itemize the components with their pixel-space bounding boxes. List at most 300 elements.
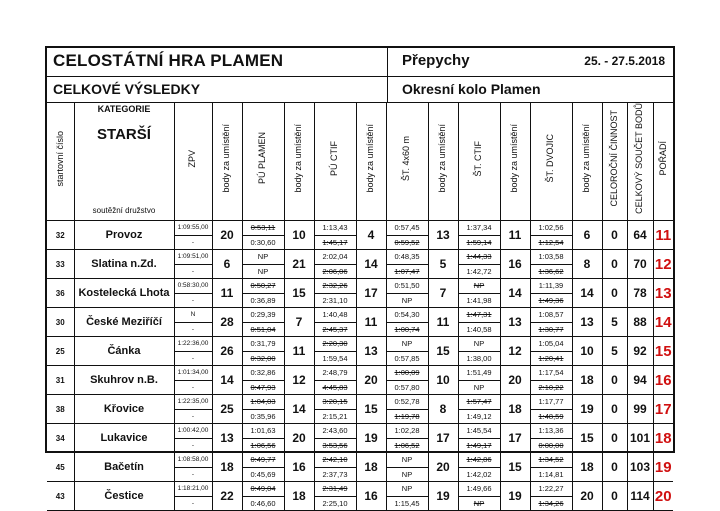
attempt-time: NP — [401, 484, 413, 494]
total-points: 88 — [627, 308, 653, 337]
pu-plamen-points: 12 — [284, 366, 314, 395]
year-activity-points: 5 — [602, 337, 627, 366]
attempt-time: 0:49,04 — [250, 484, 276, 494]
col-category — [74, 102, 174, 221]
table-row — [47, 308, 673, 337]
attempt-time: 0:51,50 — [394, 281, 420, 291]
attempt-time: 1:00,74 — [387, 322, 428, 337]
st-dvojic-times — [530, 308, 572, 337]
pu-plamen-times — [242, 221, 284, 250]
pu-ctif-points: 20 — [356, 366, 386, 395]
st-ctif-points: 17 — [500, 424, 530, 453]
team-name: Čánka — [74, 337, 174, 366]
attempt-time: NP — [459, 380, 500, 395]
attempt-time: NP — [473, 281, 485, 291]
zpv-time — [174, 453, 212, 482]
st-dvojic-times — [530, 366, 572, 395]
zpv-value: 1:22:36,00 — [177, 340, 209, 348]
pu-ctif-points: 19 — [356, 424, 386, 453]
st-4x60-points: 11 — [428, 308, 458, 337]
zpv-time — [174, 424, 212, 453]
st-ctif-points: 11 — [500, 221, 530, 250]
rank: 20 — [653, 482, 673, 511]
start-number: 45 — [47, 453, 74, 482]
total-points: 70 — [627, 250, 653, 279]
pu-ctif-times — [314, 308, 356, 337]
st-ctif-times — [458, 482, 500, 511]
st-dvojic-points: 18 — [572, 453, 602, 482]
attempt-time: 3:20,15 — [322, 397, 348, 407]
attempt-time: 1:03,58 — [538, 252, 564, 262]
zpv-value: - — [175, 264, 212, 279]
attempt-time: 1:11,39 — [538, 281, 564, 291]
table-header-row — [47, 102, 673, 221]
zpv-value: - — [175, 322, 212, 337]
table-body — [47, 221, 673, 511]
attempt-time: 1:45,17 — [315, 235, 356, 250]
attempt-time: 1:45,54 — [466, 426, 492, 436]
attempt-time: 1:42,02 — [459, 467, 500, 482]
year-activity-points: 0 — [602, 366, 627, 395]
team-name: Čestice — [74, 482, 174, 511]
st-ctif-times — [458, 279, 500, 308]
attempt-time: 1:14,81 — [531, 467, 572, 482]
pu-ctif-times — [314, 221, 356, 250]
attempt-time: 0:57,85 — [387, 351, 428, 366]
st-ctif-points: 18 — [500, 395, 530, 424]
st-ctif-times — [458, 221, 500, 250]
attempt-time: 1:06,56 — [243, 438, 284, 453]
attempt-time: 4:45,83 — [315, 380, 356, 395]
col-st-4x60: ŠT. 4x60 m — [386, 102, 428, 221]
col-st-dvojic: ŠT. DVOJIC — [530, 102, 572, 221]
st-ctif-times — [458, 424, 500, 453]
st-4x60-times — [386, 337, 428, 366]
attempt-time: 0:36,89 — [243, 293, 284, 308]
zpv-value: - — [175, 438, 212, 453]
pu-plamen-points: 20 — [284, 424, 314, 453]
st-4x60-points: 19 — [428, 482, 458, 511]
pu-plamen-times — [242, 424, 284, 453]
table-row — [47, 337, 673, 366]
zpv-value: 1:01:34,00 — [177, 369, 209, 377]
zpv-value: - — [175, 409, 212, 424]
year-activity-points: 0 — [602, 250, 627, 279]
zpv-points: 6 — [212, 250, 242, 279]
start-number: 30 — [47, 308, 74, 337]
zpv-value: 1:08:58,00 — [177, 456, 209, 464]
st-dvojic-points: 20 — [572, 482, 602, 511]
zpv-points: 13 — [212, 424, 242, 453]
header-divider — [387, 76, 388, 102]
attempt-time: 1:49,66 — [466, 484, 492, 494]
attempt-time: 2:48,79 — [322, 368, 348, 378]
attempt-time: 1:42,72 — [459, 264, 500, 279]
col-zpv: ZPV — [174, 102, 212, 221]
rank: 13 — [653, 279, 673, 308]
col-pu-ctif: PÚ CTIF — [314, 102, 356, 221]
attempt-time: 0:31,79 — [250, 339, 276, 349]
zpv-time — [174, 308, 212, 337]
zpv-points: 11 — [212, 279, 242, 308]
st-dvojic-times — [530, 482, 572, 511]
rank: 15 — [653, 337, 673, 366]
pu-ctif-points: 18 — [356, 453, 386, 482]
attempt-time: 1:00,09 — [394, 368, 420, 378]
total-points: 94 — [627, 366, 653, 395]
attempt-time: NP — [387, 467, 428, 482]
attempt-time: 2:45,37 — [315, 322, 356, 337]
attempt-time: NP — [459, 496, 500, 511]
attempt-time: 1:20,41 — [531, 351, 572, 366]
st-dvojic-points: 19 — [572, 395, 602, 424]
st-dvojic-times — [530, 279, 572, 308]
st-4x60-times — [386, 279, 428, 308]
pu-plamen-times — [242, 337, 284, 366]
attempt-time: 0:48,35 — [394, 252, 420, 262]
attempt-time: 1:49,36 — [531, 293, 572, 308]
attempt-time: 0:53,11 — [250, 223, 276, 233]
col-points-6: body za umístění — [572, 102, 602, 221]
table-row — [47, 395, 673, 424]
total-points: 103 — [627, 453, 653, 482]
zpv-points: 20 — [212, 221, 242, 250]
st-dvojic-points: 14 — [572, 279, 602, 308]
zpv-value: 1:00:42,00 — [177, 427, 209, 435]
attempt-time: 0:30,60 — [243, 235, 284, 250]
attempt-time: 1:17,54 — [538, 368, 564, 378]
st-ctif-times — [458, 250, 500, 279]
st-4x60-times — [386, 453, 428, 482]
st-4x60-points: 15 — [428, 337, 458, 366]
pu-plamen-times — [242, 279, 284, 308]
attempt-time: 1:01,63 — [250, 426, 276, 436]
attempt-time: 1:41,98 — [459, 293, 500, 308]
attempt-time: 1:17,77 — [538, 397, 564, 407]
attempt-time: 2:06,06 — [315, 264, 356, 279]
attempt-time: 2:20,30 — [322, 339, 348, 349]
team-name: Provoz — [74, 221, 174, 250]
col-st-ctif: ŠT. CTIF — [458, 102, 500, 221]
table-row — [47, 482, 673, 511]
attempt-time: NP — [387, 293, 428, 308]
zpv-time — [174, 221, 212, 250]
attempt-time: 2:32,26 — [322, 281, 348, 291]
col-year-activity: CELOROČNÍ ČINNOST — [602, 102, 627, 221]
attempt-time: 0:45,69 — [243, 467, 284, 482]
zpv-time — [174, 482, 212, 511]
attempt-time: 0:32,86 — [250, 368, 276, 378]
table-row — [47, 221, 673, 250]
pu-ctif-times — [314, 337, 356, 366]
attempt-time: 0:57,45 — [394, 223, 420, 233]
start-number: 38 — [47, 395, 74, 424]
year-activity-points: 0 — [602, 453, 627, 482]
col-points-2: body za umístění — [284, 102, 314, 221]
total-points: 99 — [627, 395, 653, 424]
attempt-time: 1:34,52 — [538, 455, 564, 465]
total-points: 92 — [627, 337, 653, 366]
pu-plamen-times — [242, 308, 284, 337]
attempt-time: 0:52,78 — [394, 397, 420, 407]
attempt-time: 1:30,77 — [531, 322, 572, 337]
attempt-time: NP — [401, 455, 413, 465]
pu-plamen-points: 10 — [284, 221, 314, 250]
st-4x60-points: 13 — [428, 221, 458, 250]
pu-ctif-times — [314, 279, 356, 308]
attempt-time: 1:40,58 — [459, 322, 500, 337]
total-points: 114 — [627, 482, 653, 511]
table-row — [47, 279, 673, 308]
attempt-time: 1:02,56 — [538, 223, 564, 233]
zpv-value: N — [190, 311, 196, 319]
attempt-time: 1:07,47 — [387, 264, 428, 279]
st-ctif-times — [458, 395, 500, 424]
table-row — [47, 250, 673, 279]
attempt-time: 1:04,03 — [250, 397, 276, 407]
pu-ctif-points: 15 — [356, 395, 386, 424]
st-4x60-times — [386, 482, 428, 511]
attempt-time: NP — [401, 339, 413, 349]
pu-plamen-points: 14 — [284, 395, 314, 424]
attempt-time: 1:13,36 — [538, 426, 564, 436]
zpv-points: 18 — [212, 453, 242, 482]
st-ctif-times — [458, 337, 500, 366]
pu-plamen-times — [242, 395, 284, 424]
category-value: STARŠÍ — [97, 126, 151, 143]
attempt-time: 0:47,93 — [243, 380, 284, 395]
col-rank: POŘADÍ — [653, 102, 673, 221]
team-name: Skuhrov n.B. — [74, 366, 174, 395]
start-number: 25 — [47, 337, 74, 366]
pu-plamen-points: 11 — [284, 337, 314, 366]
attempt-time: 1:38,00 — [459, 351, 500, 366]
pu-ctif-times — [314, 250, 356, 279]
col-total-points: CELKOVÝ SOUČET BODŮ — [627, 102, 653, 221]
st-ctif-points: 16 — [500, 250, 530, 279]
category-label: KATEGORIE — [97, 104, 151, 114]
attempt-time: 1:19,78 — [387, 409, 428, 424]
pu-ctif-times — [314, 482, 356, 511]
pu-ctif-points: 11 — [356, 308, 386, 337]
year-activity-points: 0 — [602, 395, 627, 424]
st-dvojic-points: 6 — [572, 221, 602, 250]
st-ctif-times — [458, 453, 500, 482]
pu-ctif-points: 14 — [356, 250, 386, 279]
team-name: Křovice — [74, 395, 174, 424]
st-4x60-times — [386, 221, 428, 250]
attempt-time: 1:37,34 — [466, 223, 492, 233]
results-table — [47, 102, 673, 511]
st-dvojic-times — [530, 453, 572, 482]
attempt-time: 1:12,54 — [531, 235, 572, 250]
attempt-time: 1:44,33 — [466, 252, 492, 262]
attempt-time: 1:49,17 — [459, 438, 500, 453]
st-4x60-points: 10 — [428, 366, 458, 395]
pu-ctif-times — [314, 366, 356, 395]
zpv-time — [174, 395, 212, 424]
attempt-time: 2:02,04 — [322, 252, 348, 262]
page-title: CELOSTÁTNÍ HRA PLAMEN — [53, 51, 284, 70]
rank: 17 — [653, 395, 673, 424]
attempt-time: 0:54,30 — [394, 310, 420, 320]
attempt-time: 0:29,39 — [250, 310, 276, 320]
start-number: 32 — [47, 221, 74, 250]
attempt-time: 1:13,43 — [322, 223, 348, 233]
zpv-time — [174, 366, 212, 395]
zpv-points: 26 — [212, 337, 242, 366]
zpv-value: - — [175, 293, 212, 308]
zpv-value: 1:22:35,00 — [177, 398, 209, 406]
start-number: 31 — [47, 366, 74, 395]
attempt-time: 2:31,49 — [322, 484, 348, 494]
zpv-value: - — [175, 235, 212, 250]
attempt-time: 0:51,04 — [243, 322, 284, 337]
attempt-time: 1:47,31 — [466, 310, 492, 320]
pu-plamen-times — [242, 453, 284, 482]
zpv-points: 22 — [212, 482, 242, 511]
start-number: 34 — [47, 424, 74, 453]
pu-plamen-points: 15 — [284, 279, 314, 308]
st-4x60-points: 20 — [428, 453, 458, 482]
st-4x60-points: 17 — [428, 424, 458, 453]
attempt-time: 2:37,73 — [315, 467, 356, 482]
rank: 14 — [653, 308, 673, 337]
year-activity-points: 5 — [602, 308, 627, 337]
zpv-value: - — [175, 467, 212, 482]
attempt-time: 3:53,56 — [315, 438, 356, 453]
zpv-points: 14 — [212, 366, 242, 395]
rank: 19 — [653, 453, 673, 482]
st-ctif-points: 15 — [500, 453, 530, 482]
st-dvojic-times — [530, 337, 572, 366]
col-points-5: body za umístění — [500, 102, 530, 221]
attempt-time: NP — [473, 339, 485, 349]
zpv-value: 1:09:55,00 — [177, 224, 209, 232]
table-row — [47, 453, 673, 482]
team-column-label: soutěžní družstvo — [92, 206, 156, 215]
attempt-time: 0:57,80 — [387, 380, 428, 395]
rank: 11 — [653, 221, 673, 250]
start-number: 36 — [47, 279, 74, 308]
st-ctif-points: 12 — [500, 337, 530, 366]
attempt-time: 1:34,26 — [531, 496, 572, 511]
st-4x60-times — [386, 308, 428, 337]
pu-plamen-times — [242, 250, 284, 279]
attempt-time: 1:02,28 — [394, 426, 420, 436]
round-name: Okresní kolo Plamen — [402, 81, 541, 97]
pu-ctif-points: 17 — [356, 279, 386, 308]
st-dvojic-points: 8 — [572, 250, 602, 279]
table-row — [47, 424, 673, 453]
attempt-time: 1:05,04 — [538, 339, 564, 349]
rank: 12 — [653, 250, 673, 279]
attempt-time: 1:57,47 — [466, 397, 492, 407]
event-dates: 25. - 27.5.2018 — [584, 54, 665, 68]
attempt-time: 2:15,21 — [315, 409, 356, 424]
zpv-time — [174, 250, 212, 279]
attempt-time: 1:40,48 — [322, 310, 348, 320]
attempt-time: 1:36,62 — [531, 264, 572, 279]
rank: 16 — [653, 366, 673, 395]
attempt-time: NP — [243, 264, 284, 279]
team-name: Lukavice — [74, 424, 174, 453]
results-sheet — [45, 46, 675, 508]
zpv-value: - — [175, 351, 212, 366]
attempt-time: 1:42,86 — [466, 455, 492, 465]
attempt-time: 0:46,60 — [243, 496, 284, 511]
team-name: České Meziříčí — [74, 308, 174, 337]
attempt-time: 1:59,14 — [459, 235, 500, 250]
pu-ctif-points: 16 — [356, 482, 386, 511]
attempt-time: 1:49,12 — [459, 409, 500, 424]
rank: 18 — [653, 424, 673, 453]
team-name: Slatina n.Zd. — [74, 250, 174, 279]
attempt-time: 1:06,52 — [387, 438, 428, 453]
attempt-time: 2:25,10 — [315, 496, 356, 511]
st-ctif-times — [458, 366, 500, 395]
attempt-time: 2:10,22 — [531, 380, 572, 395]
pu-plamen-points: 7 — [284, 308, 314, 337]
st-ctif-points: 14 — [500, 279, 530, 308]
zpv-points: 28 — [212, 308, 242, 337]
st-dvojic-times — [530, 424, 572, 453]
attempt-time: 2:43,60 — [322, 426, 348, 436]
st-dvojic-points: 13 — [572, 308, 602, 337]
zpv-value: 1:18:21,00 — [177, 485, 209, 493]
year-activity-points: 0 — [602, 424, 627, 453]
pu-ctif-times — [314, 453, 356, 482]
venue-name: Přepychy — [402, 52, 470, 69]
attempt-time: 2:42,10 — [322, 455, 348, 465]
st-ctif-points: 19 — [500, 482, 530, 511]
col-pu-plamen: PÚ PLAMEN — [242, 102, 284, 221]
pu-plamen-points: 21 — [284, 250, 314, 279]
attempt-time: 0:00,00 — [531, 438, 572, 453]
attempt-time: 1:08,57 — [538, 310, 564, 320]
st-ctif-points: 20 — [500, 366, 530, 395]
header-row-2 — [47, 76, 673, 103]
st-ctif-points: 13 — [500, 308, 530, 337]
team-name: Bačetín — [74, 453, 174, 482]
st-4x60-points: 7 — [428, 279, 458, 308]
st-ctif-times — [458, 308, 500, 337]
year-activity-points: 0 — [602, 221, 627, 250]
col-points-3: body za umístění — [356, 102, 386, 221]
year-activity-points: 0 — [602, 482, 627, 511]
attempt-time: 1:22,27 — [538, 484, 564, 494]
pu-plamen-points: 16 — [284, 453, 314, 482]
year-activity-points: 0 — [602, 279, 627, 308]
st-dvojic-times — [530, 250, 572, 279]
pu-plamen-points: 18 — [284, 482, 314, 511]
attempt-time: 0:59,52 — [387, 235, 428, 250]
attempt-time: 0:49,77 — [250, 455, 276, 465]
header-row-1 — [47, 48, 673, 77]
pu-ctif-times — [314, 395, 356, 424]
pu-ctif-points: 4 — [356, 221, 386, 250]
attempt-time: 0:35,96 — [243, 409, 284, 424]
zpv-value: 0:58:30,00 — [177, 282, 209, 290]
pu-plamen-times — [242, 366, 284, 395]
attempt-time: 0:32,00 — [243, 351, 284, 366]
start-number: 33 — [47, 250, 74, 279]
col-start-number: startovní číslo — [47, 102, 74, 221]
total-points: 78 — [627, 279, 653, 308]
pu-plamen-times — [242, 482, 284, 511]
st-4x60-times — [386, 250, 428, 279]
attempt-time: 2:31,10 — [315, 293, 356, 308]
